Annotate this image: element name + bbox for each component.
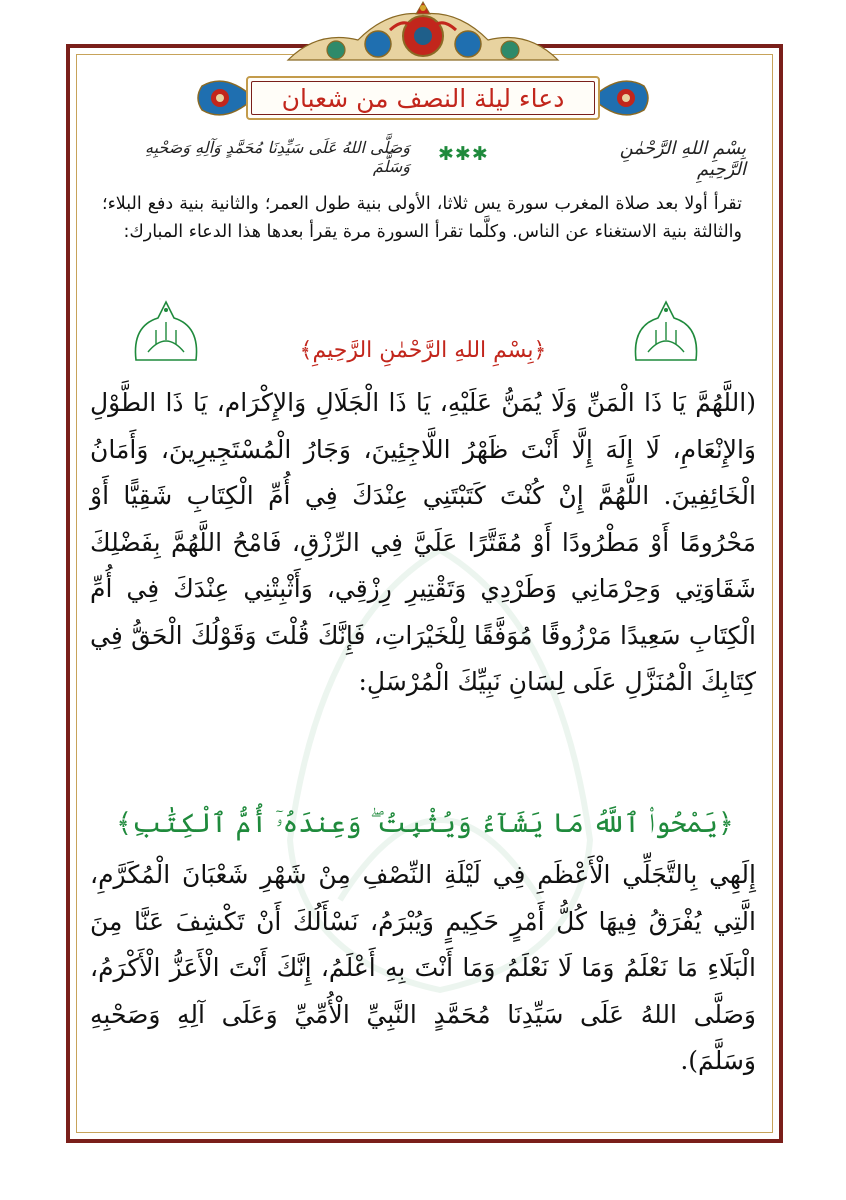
left-calligraphy-seal-icon (130, 300, 202, 366)
salawat-calligraphy: وَصَلَّى اللهُ عَلَى سَيِّدِنَا مُحَمَّدٍ وَآلِهِ وَصَحْبِهِ وَسَلَّمَ (144, 138, 410, 176)
page-title: دعاء ليلة النصف من شعبان (281, 83, 565, 113)
crown-ornament-icon (278, 0, 568, 62)
dua-text-part-1: (اللَّهُمَّ يَا ذَا الْمَنِّ وَلَا يُمَنُّ عَلَيْهِ، يَا ذَا الْجَلَالِ وَالإِكْرَام، يَا ذَا الطَّوْلِ وَالإِنْعَامِ، لَا إِلَهَ إِلَّا أَنْتَ ظَهْرُ اللَّاجِئِينَ، وَجَارُ الْمُسْتَجِيرِينَ، وَأَمَانُ الْخَائِفِينَ. اللَّهُمَّ إِنْ كُنْتَ كَتَبْتَنِي عِنْدَكَ فِي أُمِّ الْكِتَابِ شَقِيًّا أَوْ مَحْرُومًا أَوْ مَطْرُودًا أَوْ مُقَتَّرًا عَلَيَّ فِي الرِّزْقِ، فَامْحُ اللَّهُمَّ بِفَضْلِكَ شَقَاوَتِي وَحِرْمَانِي وَطَرْدِي وَتَقْتِيرِ رِزْقِي، وَأَثْبِتْنِي عِنْدَكَ فِي أُمِّ الْكِتَابِ سَعِيدًا مَرْزُوقًا مُوَفَّقًا لِلْخَيْرَاتِ، فَإِنَّكَ قُلْتَ وَقَوْلُكَ الْحَقُّ فِي كِتَابِكَ الْمُنَزَّلِ عَلَى لِسَانِ نَبِيِّكَ الْمُرْسَلِ: (90, 388, 756, 696)
stars-divider: ✱✱✱ (438, 143, 489, 165)
intro-paragraph: تقرأ أولا بعد صلاة المغرب سورة يس ثلاثا، الأولى بنية طول العمر؛ والثانية بنية دفع البلاء؛ والثالثة بنية الاستغناء عن الناس. وكلَّما تقرأ السورة مرة يقرأ بعدها هذا الدعاء المبارك: (102, 194, 742, 242)
dua-text-part-2: إِلَهِي بِالتَّجَلِّي الْأَعْظَمِ فِي لَيْلَةِ النِّصْفِ مِنْ شَهْرِ شَعْبَانَ الْمُكَرَّمِ، الَّتِي يُفْرَقُ فِيهَا كُلُّ أَمْرٍ حَكِيمٍ وَيُبْرَمُ، نَسْأَلُكَ أَنْ تَكْشِفَ عَنَّا مِنَ الْبَلَاءِ مَا نَعْلَمُ وَمَا لَا نَعْلَمُ وَمَا أَنْتَ بِهِ أَعْلَمُ، إِنَّكَ أَنْتَ الْأَعَزُّ الْأَكْرَمُ، وَصَلَّى اللهُ عَلَى سَيِّدِنَا مُحَمَّدٍ النَّبِيِّ الْأُمِّيِّ وَعَلَى آلِهِ وَصَحْبِهِ وَسَلَّمَ). (90, 860, 757, 1075)
quran-verse: ﴿يَمْحُوا۟ ٱللَّهُ مَا يَشَآءُ وَيُثْبِتُ ۖ وَعِندَهُۥٓ أُمُّ ٱلْكِتَٰبِ﴾ (116, 808, 734, 839)
right-calligraphy-seal-icon (630, 300, 702, 366)
title-box (246, 76, 600, 120)
title-right-ornament-icon (592, 72, 650, 124)
basmala-calligraphy: بِسْمِ اللهِ الرَّحْمٰنِ الرَّحِيمِ (619, 138, 746, 180)
basmala-heading: ﴿بِسْمِ اللهِ الرَّحْمٰنِ الرَّحِيمِ﴾ (299, 337, 547, 363)
